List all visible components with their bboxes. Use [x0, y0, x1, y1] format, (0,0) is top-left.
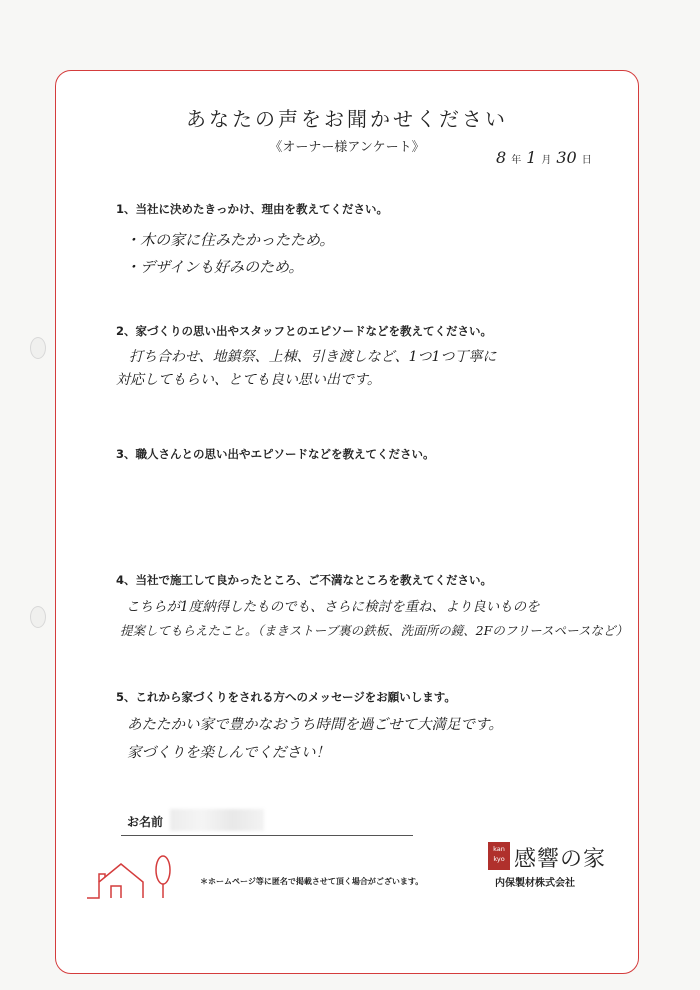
question-5-label: 5、これから家づくりをされる方へのメッセージをお願いします。	[116, 690, 456, 704]
punch-hole-bottom	[30, 606, 46, 628]
date-day: 30	[556, 148, 577, 167]
question-3-label: 3、職人さんとの思い出やエピソードなどを教えてください。	[116, 447, 435, 461]
date-month-label: 月	[541, 155, 552, 166]
name-underline	[121, 835, 413, 836]
page-title: あなたの声をお聞かせください	[186, 107, 508, 131]
company-name: 内保製材株式会社	[495, 878, 575, 889]
answer-4-line-2: 提案してもらえたこと。（まきストーブ裏の鉄板、洗面所の鏡、2Fのフリースペースなど）	[120, 623, 629, 638]
answer-1-line-1: ・木の家に住みたかったため。	[125, 231, 335, 249]
answer-2-line-1: 打ち合わせ、地鎮祭、上棟、引き渡しなど、1つ1つ丁寧に	[129, 349, 497, 365]
answer-1-line-2: ・デザインも好みのため。	[125, 258, 304, 276]
logo-mark: kan kyo	[488, 842, 510, 870]
page-subtitle: 《オーナー様アンケート》	[269, 140, 425, 155]
name-redacted	[170, 809, 264, 831]
question-4-label: 4、当社で施工して良かったところ、ご不満なところを教えてください。	[116, 573, 492, 587]
name-label: お名前	[127, 815, 164, 829]
footer-note: ＊ホームページ等に匿名で掲載させて頂く場合がございます。	[200, 877, 424, 886]
answer-2-line-2: 対応してもらい、とても良い思い出です。	[116, 372, 381, 388]
question-2-label: 2、家づくりの思い出やスタッフとのエピソードなどを教えてください。	[116, 324, 492, 338]
date-year-label: 年	[511, 155, 522, 166]
logo-text: 感響の家	[514, 847, 607, 872]
date-month: 1	[526, 148, 537, 167]
answer-5-line-1: あたたかい家で豊かなおうち時間を過ごせて大満足です。	[127, 717, 503, 733]
house-tree-icon	[85, 852, 185, 900]
date-field	[496, 148, 597, 167]
date-day-label: 日	[581, 155, 592, 166]
punch-hole-top	[30, 337, 46, 359]
date-year: 8	[496, 148, 507, 167]
answer-4-line-1: こちらが1度納得したものでも、さらに検討を重ね、より良いものを	[126, 599, 540, 615]
question-1-label: 1、当社に決めたきっかけ、理由を教えてください。	[116, 202, 389, 216]
answer-5-line-2: 家づくりを楽しんでください！	[127, 745, 330, 761]
